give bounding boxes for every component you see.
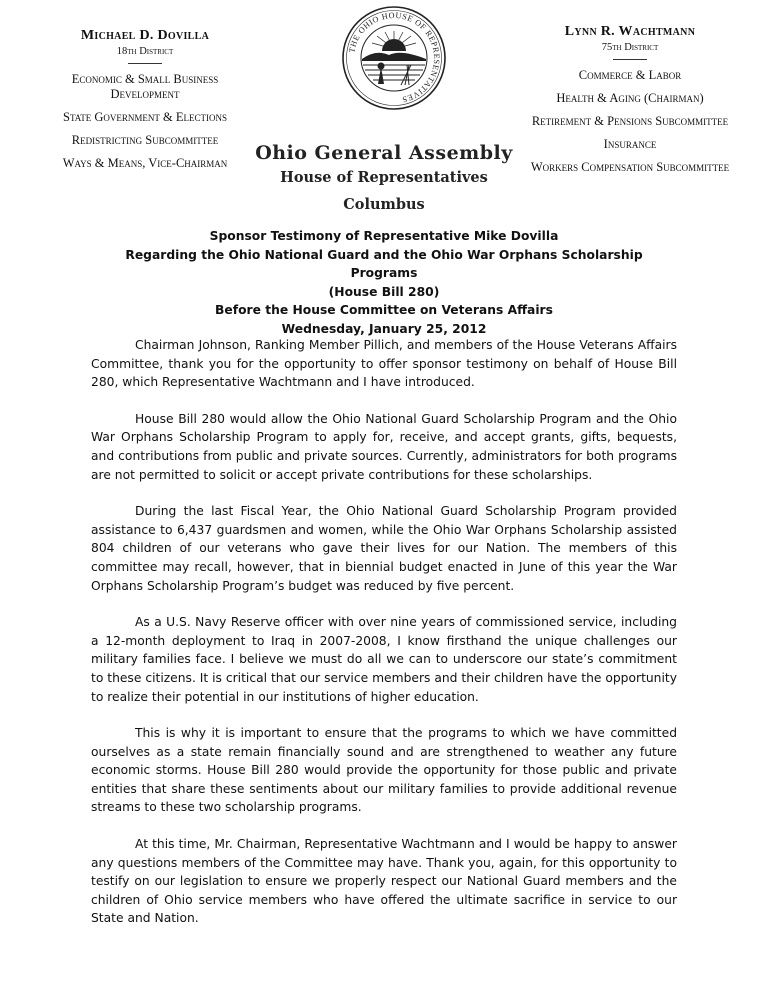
left-member-district: 18th District [116, 46, 174, 57]
seal-ring-text: THE OHIO HOUSE OF REPRESENTATIVES [347, 10, 442, 105]
testimony-heading [91, 227, 677, 339]
right-member-name: Lynn R. Wachtmann [564, 24, 696, 39]
body-paragraph: Chairman Johnson, Ranking Member Pillich, and members of the House Veterans Affairs Committee, thank you for the opportunity to offer sponsor testimony on behalf of House Bill 280, which Representative Wachtmann and I have introduced. [91, 338, 677, 390]
body-paragraph: During the last Fiscal Year, the Ohio National Guard Scholarship Program provided assistance to 6,437 guardsmen and women, while the Ohio War Orphans Scholarship assisted 804 children of our veterans who gave their lives for our Nation. The members of this committee may recall, however, that in biennial budget enacted in June of this year the War Orphans Scholarship Program’s budget was reduced by five percent. [91, 504, 677, 593]
body-paragraph: As a U.S. Navy Reserve officer with over nine years of commissioned service, including a 12-month deployment to Iraq in 2007-2008, I know firsthand the unique challenges our military families face. I believe we must do all we can to underscore our state’s commitment to these citizens. It is critical that our service members and their children have the opportunity to realize their potential in our institutions of higher education. [91, 615, 677, 704]
heading-line: Sponsor Testimony of Representative Mike Dovilla [209, 229, 559, 243]
right-divider [613, 59, 647, 60]
masthead-general-assembly: Ohio General Assembly [255, 142, 513, 164]
masthead-city: Columbus [343, 196, 425, 213]
right-committee: Retirement & Pensions Subcommittee [531, 114, 729, 128]
right-member-district: 75th District [601, 42, 659, 53]
house-seal-icon [341, 5, 447, 111]
left-committee: Economic & Small Business Development [71, 72, 219, 101]
left-committee: Redistricting Subcommittee [71, 133, 219, 147]
masthead-house: House of Representatives [280, 169, 488, 186]
left-committee: State Government & Elections [63, 110, 227, 124]
right-committee: Commerce & Labor [578, 68, 682, 82]
right-committee: Workers Compensation Subcommittee [530, 160, 730, 174]
heading-line: (House Bill 280) [328, 284, 440, 299]
right-member-block [530, 24, 730, 183]
left-committee: Ways & Means, Vice-Chairman [62, 156, 228, 170]
body-paragraph: At this time, Mr. Chairman, Representative Wachtmann and I would be happy to answer any questions members of the Committee may have. Thank you, again, for this opportunity to testify on our legislation to ensure we properly respect our National Guard members and the children of Ohio service members who have offered the ultimate sacrifice in service to our State and Nation. [91, 837, 677, 926]
left-member-name: Michael D. Dovilla [80, 28, 210, 43]
left-member-block [40, 28, 250, 179]
right-committee: Insurance [603, 137, 657, 151]
heading-line: Regarding the Ohio National Guard and the Ohio War Orphans Scholarship Programs [125, 247, 643, 281]
body-paragraph: House Bill 280 would allow the Ohio National Guard Scholarship Program and the Ohio War Orphans Scholarship Program to apply for, receive, and accept grants, gifts, bequests, and contributions from public and private sources. Currently, administrators for both programs are not permitted to solicit or accept private contributions for these scholarships. [91, 411, 677, 482]
body-paragraph: This is why it is important to ensure that the programs to which we have committed ourselves as a state remain financially sound and are strengthened to weather any future economic storms. House Bill 280 would provide the opportunity for those public and private entities that share these sentiments about our military families to provide additional revenue streams to these two scholarship programs. [91, 726, 677, 815]
left-divider [128, 63, 162, 64]
testimony-body [91, 336, 677, 946]
heading-date: Wednesday, January 25, 2012 [281, 321, 487, 336]
heading-line: Before the House Committee on Veterans Affairs [215, 303, 553, 318]
right-committee: Health & Aging (Chairman) [556, 91, 704, 105]
